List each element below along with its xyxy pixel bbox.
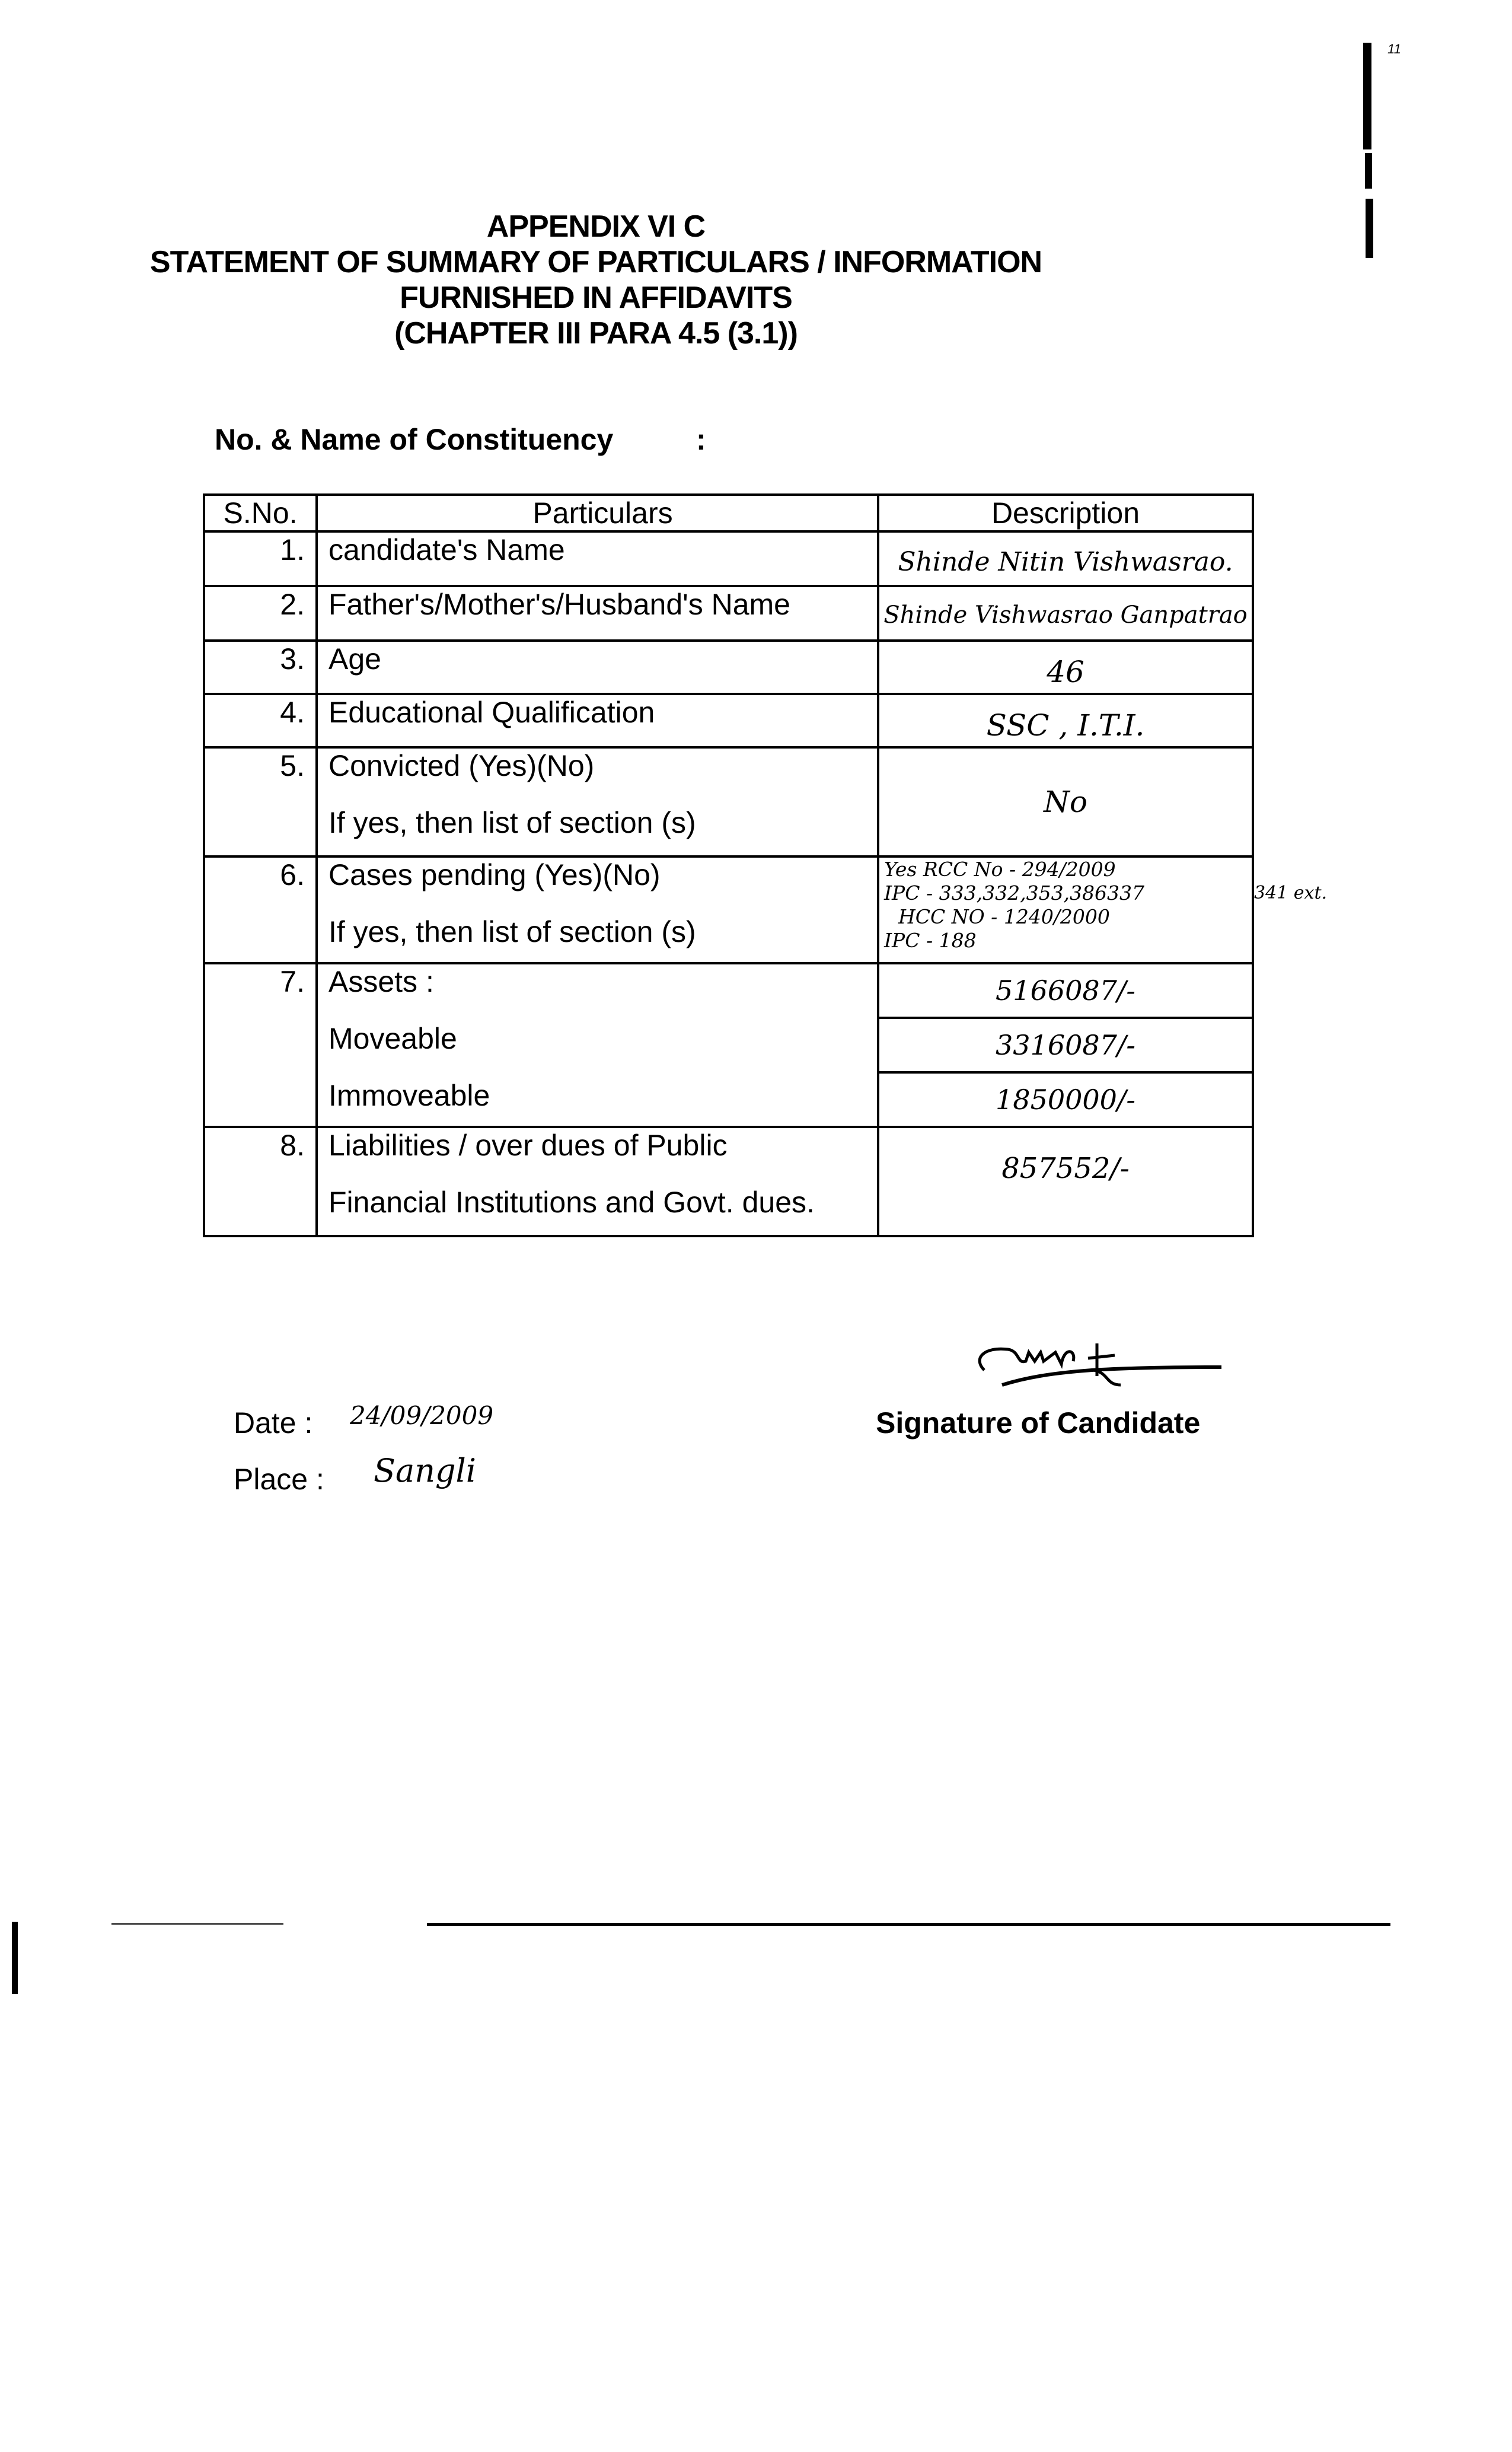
assets-label: Assets : (328, 965, 434, 998)
appendix-title: APPENDIX VI C (486, 209, 706, 244)
cases-line: IPC - 188 (884, 929, 977, 952)
row-sno: 6. (204, 856, 317, 963)
table-row (204, 641, 1253, 694)
row-particulars: Age (317, 641, 878, 694)
convicted-value: No (878, 747, 1253, 856)
scan-edge-bar-bottom-left (12, 1922, 18, 1994)
liabilities-value: 857552/- (878, 1127, 1253, 1236)
row-particulars (317, 856, 878, 963)
header-particulars: Particulars (317, 495, 878, 531)
convicted-sections-label: If yes, then list of section (s) (328, 806, 696, 839)
liabilities-label: Liabilities / over dues of Public (328, 1129, 728, 1162)
moveable-value: 3316087/- (879, 1019, 1252, 1074)
row-sno: 1. (204, 531, 317, 586)
cases-line: HCC NO - 1240/2000 (898, 905, 1110, 928)
immoveable-value: 1850000/- (996, 1084, 1135, 1116)
moveable-label: Moveable (328, 1022, 457, 1055)
row-particulars: Father's/Mother's/Husband's Name (317, 586, 878, 641)
education-value: SSC , I.T.I. (878, 694, 1253, 747)
scan-edge-bar-top-right-3 (1366, 199, 1373, 258)
table-row (204, 1127, 1253, 1236)
row-particulars: Educational Qualification (317, 694, 878, 747)
row-sno: 2. (204, 586, 317, 641)
statement-title: STATEMENT OF SUMMARY OF PARTICULARS / INFORMATION (149, 245, 1042, 279)
header-description: Description (878, 495, 1253, 531)
scan-edge-bar-top-right-2 (1365, 153, 1372, 189)
cases-margin-note: 341 ext. (1254, 883, 1328, 903)
table-row (204, 747, 1253, 856)
date-value: 24/09/2009 (350, 1401, 494, 1430)
father-name-value: Shinde Vishwasrao Ganpatrao (878, 586, 1253, 641)
cases-pending-value (878, 856, 1328, 963)
age-value: 46 (878, 641, 1253, 694)
immoveable-label: Immoveable (328, 1079, 490, 1112)
scan-edge-line-bottom-2 (427, 1923, 1390, 1926)
cases-line: Yes RCC No - 294/2009 (884, 858, 1116, 881)
place-value: Sangli (374, 1452, 477, 1489)
table-row (204, 531, 1253, 586)
header-sno: S.No. (204, 495, 317, 531)
row-particulars (317, 963, 878, 1127)
table-row (204, 694, 1253, 747)
row-particulars (317, 747, 878, 856)
constituency-label: No. & Name of Constituency (215, 423, 614, 456)
table-row (204, 586, 1253, 641)
candidate-name-value: Shinde Nitin Vishwasrao. (878, 531, 1253, 586)
chapter-reference: (CHAPTER III PARA 4.5 (3.1)) (394, 316, 798, 351)
scan-edge-bar-top-right (1363, 43, 1371, 149)
margin-mark: 11 (1387, 42, 1401, 56)
constituency-colon: : (696, 423, 706, 456)
convicted-label: Convicted (Yes)(No) (328, 749, 595, 782)
row-sno: 3. (204, 641, 317, 694)
candidate-signature (961, 1335, 1233, 1400)
row-particulars: candidate's Name (317, 531, 878, 586)
row-particulars (317, 1127, 878, 1236)
row-sno: 7. (204, 963, 317, 1127)
table-header-row (204, 495, 1253, 531)
assets-values (878, 963, 1253, 1127)
date-label: Date : (234, 1406, 313, 1440)
row-sno: 4. (204, 694, 317, 747)
cases-sections-label: If yes, then list of section (s) (328, 915, 696, 948)
scan-edge-line-bottom (111, 1923, 283, 1925)
table-row (204, 963, 1253, 1127)
row-sno: 8. (204, 1127, 317, 1236)
cases-line: IPC - 333,332,353,386337 (884, 881, 1145, 905)
table-row (204, 856, 1253, 963)
particulars-table (203, 493, 1328, 1237)
place-label: Place : (234, 1463, 324, 1496)
liabilities-label-2: Financial Institutions and Govt. dues. (328, 1186, 815, 1219)
signature-graphic (961, 1335, 1233, 1400)
signature-label: Signature of Candidate (876, 1406, 1201, 1440)
cases-pending-label: Cases pending (Yes)(No) (328, 858, 661, 891)
furnished-title: FURNISHED IN AFFIDAVITS (400, 281, 792, 315)
row-sno: 5. (204, 747, 317, 856)
total-assets-value: 5166087/- (879, 964, 1252, 1019)
